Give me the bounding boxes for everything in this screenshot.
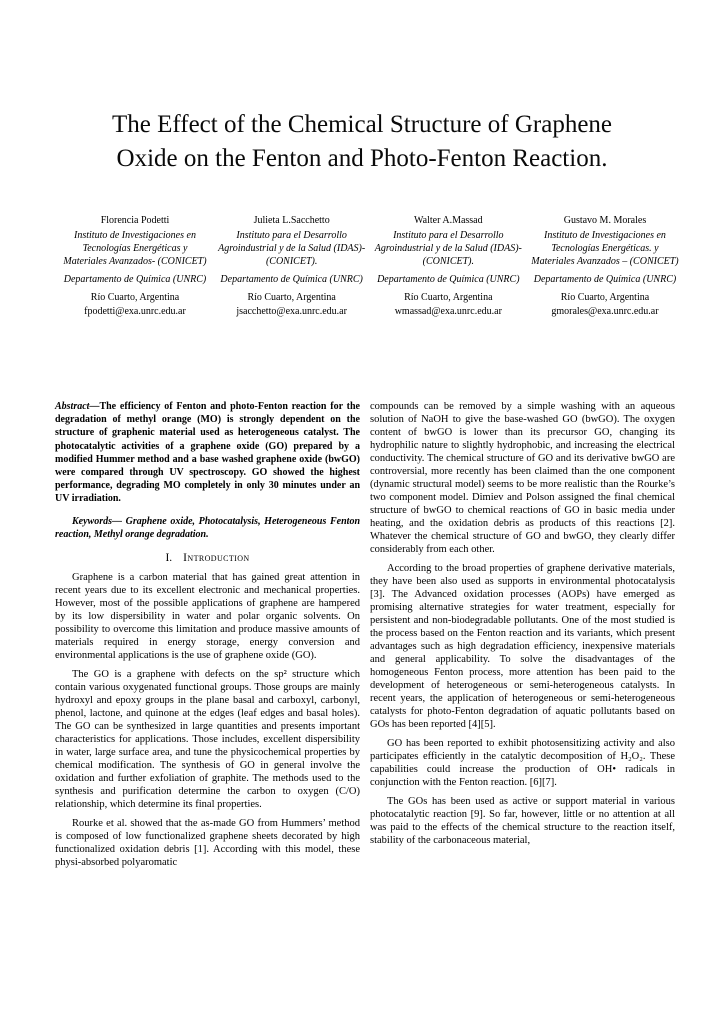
body-paragraph: The GO is a graphene with defects on the sp² structure which contain various oxygenated functional groups. Those groups are mainly hydroxyl and epoxy groups in the plane basal and carboxyl, carbonyl, phenol, lactone, and quinone at the edges (leaf edges and basal holes). The GO can be synthesized in large quantities and presents important characteristics for applications. Those includes, excellent dispersibility in water, large surface area, and tune the physicochemical properties by chemical modification. The synthesis of GO in general involve the oxidation and further exfoliation of graphite. The methods used to the synthesis and purification determine the carbon to oxygen (C/O) relationship, which determine its final properties.: [55, 669, 360, 811]
author-block-3: [373, 214, 523, 318]
author-affiliation: Instituto de Investigaciones en Tecnologías Energéticas. y Materiales Avanzados – (CONICET): [531, 230, 679, 267]
body-paragraph: The GOs has been used as active or support material in various photocatalytic reaction [9]. So far, however, little or no attention at all was paid to the effects of the chemical structure to the reaction itself, stability of the carbonaceous material,: [370, 796, 675, 846]
author-block-4: [530, 214, 680, 318]
author-email: jsacchetto@exa.unrc.edu.ar: [236, 306, 347, 317]
paper-title: The Effect of the Chemical Structure of Graphene Oxide on the Fenton and Photo-Fenton Reaction.: [111, 111, 613, 172]
body-paragraph: GO has been reported to exhibit photosensitizing activity and also participates efficiently in the catalytic decomposition of H₂O₂. These capabilities could increase the production of OH• radicals in conjunction with the Fenton reaction. [6][7].: [370, 738, 675, 788]
author-department: Departamento de Química (UNRC): [63, 274, 207, 285]
column-left: [55, 400, 360, 875]
section-number: I.: [165, 552, 173, 565]
body-columns: [55, 400, 675, 875]
body-paragraph: Graphene is a carbon material that has gained great attention in recent years due to its excellent electronic and mechanical properties. However, most of the possible applications of graphene are hampered by its low dispersibility in water and polar organic solvents. On possibility to overcome this limitation and produce massive amounts of materials required in energy storage, energy conversion and environmental applications is the use of graphene oxide (GO).: [55, 572, 360, 662]
author-city: Río Cuarto, Argentina: [247, 292, 336, 303]
author-name: Julieta L.Sacchetto: [253, 215, 330, 226]
keywords-text: Graphene oxide, Photocatalysis, Heterogeneous Fenton reaction, Methyl orange degradation.: [55, 515, 360, 540]
author-city: Río Cuarto, Argentina: [404, 292, 493, 303]
author-email: fpodetti@exa.unrc.edu.ar: [84, 306, 186, 317]
author-department: Departamento de Química (UNRC): [377, 274, 520, 285]
author-email: gmorales@exa.unrc.edu.ar: [551, 306, 659, 317]
author-city: Río Cuarto, Argentina: [560, 292, 650, 303]
section-heading-introduction: [55, 552, 360, 564]
author-block-1: [60, 214, 210, 318]
column-right: [370, 400, 675, 875]
author-affiliation: Instituto para el Desarrollo Agroindustrial y de la Salud (IDAS)- (CONICET).: [374, 230, 522, 267]
body-paragraph: compounds can be removed by a simple washing with an aqueous solution of NaOH to give the base-washed GO (bwGO). The oxygen content of bwGO is lower than its precursor GO, changing its hydrophilic nature to slightly hydrophobic, and increasing the electrical conductivity. The chemical structure of GO and its derivative bwGO are controversial, more recently has been claimed than the one component (dynamic structural model) seems to be more realistic than the Rourke’s two component model. Dimiev and Polson assigned the final chemical structure of bwGO to chemical reactions of GO in basic media under heating, and the oxidation debris as products of this reactions [2]. Whatever the chemical structure of GO and bwGO, they clearly differ considerably from each other.: [370, 401, 675, 555]
body-paragraph: Rourke et al. showed that the as-made GO from Hummers’ method is composed of low functionalized graphene sheets decorated by high functionalized oxidation debris [1]. According with this model, these physi-absorbed polyaromatic: [55, 818, 360, 869]
author-affiliation: Instituto para el Desarrollo Agroindustrial y de la Salud (IDAS)- (CONICET).: [218, 230, 366, 267]
keywords-label: Keywords—: [72, 515, 122, 527]
abstract-label: Abstract—: [55, 401, 100, 412]
author-name: Walter A.Massad: [414, 215, 483, 226]
abstract-paragraph: [55, 400, 360, 506]
keywords-paragraph: [55, 515, 360, 541]
author-affiliation: Instituto de Investigaciones en Tecnologías Energéticas y Materiales Avanzados- (CONICET): [63, 230, 207, 267]
body-paragraph: According to the broad properties of graphene derivative materials, they have been also used as supports in environmental photocatalysis [3]. The Advanced oxidation processes (AOPs) have emerged as promising alternative strategies for water treatment, especially for persistent and non-biodegradable pollutants. One of the most studied is the process based on the Fenton reaction and its variants, which present advantages such as high degradation efficiency, inexpensive materials and general applicability. To solve the disadvantages of the homogeneous Fenton process, more attention has been paid to the development of heterogeneous or semi-heterogeneous catalysts. In recent years, the application of heterogeneous or semi-heterogeneous catalysts for photo-Fenton degradation of aquatic pollutants based on GOs has been reported [4][5].: [370, 563, 675, 730]
author-block-2: [217, 214, 367, 318]
author-name: Gustavo M. Morales: [563, 215, 647, 226]
authors-row: [60, 214, 680, 318]
abstract-text: The efficiency of Fenton and photo-Fenton reaction for the degradation of methyl orange (MO) is strongly dependent on the structure of graphenic material used as heterogeneous catalyst. The photocatalytic activities of a graphene oxide (GO) prepared by a modified Hummer method and a base washed graphene oxide (bwGO) were compared through UV spectroscopy. GO showed the highest performance, degrading MO completely in only 30 minutes under an UV irradiation.: [55, 401, 360, 505]
author-department: Departamento de Química (UNRC): [220, 274, 363, 285]
author-city: Río Cuarto, Argentina: [90, 292, 180, 303]
section-title: Introduction: [183, 552, 250, 565]
author-email: wmassad@exa.unrc.edu.ar: [394, 306, 502, 317]
author-name: Florencia Podetti: [100, 215, 170, 226]
author-department: Departamento de Química (UNRC): [533, 274, 677, 285]
